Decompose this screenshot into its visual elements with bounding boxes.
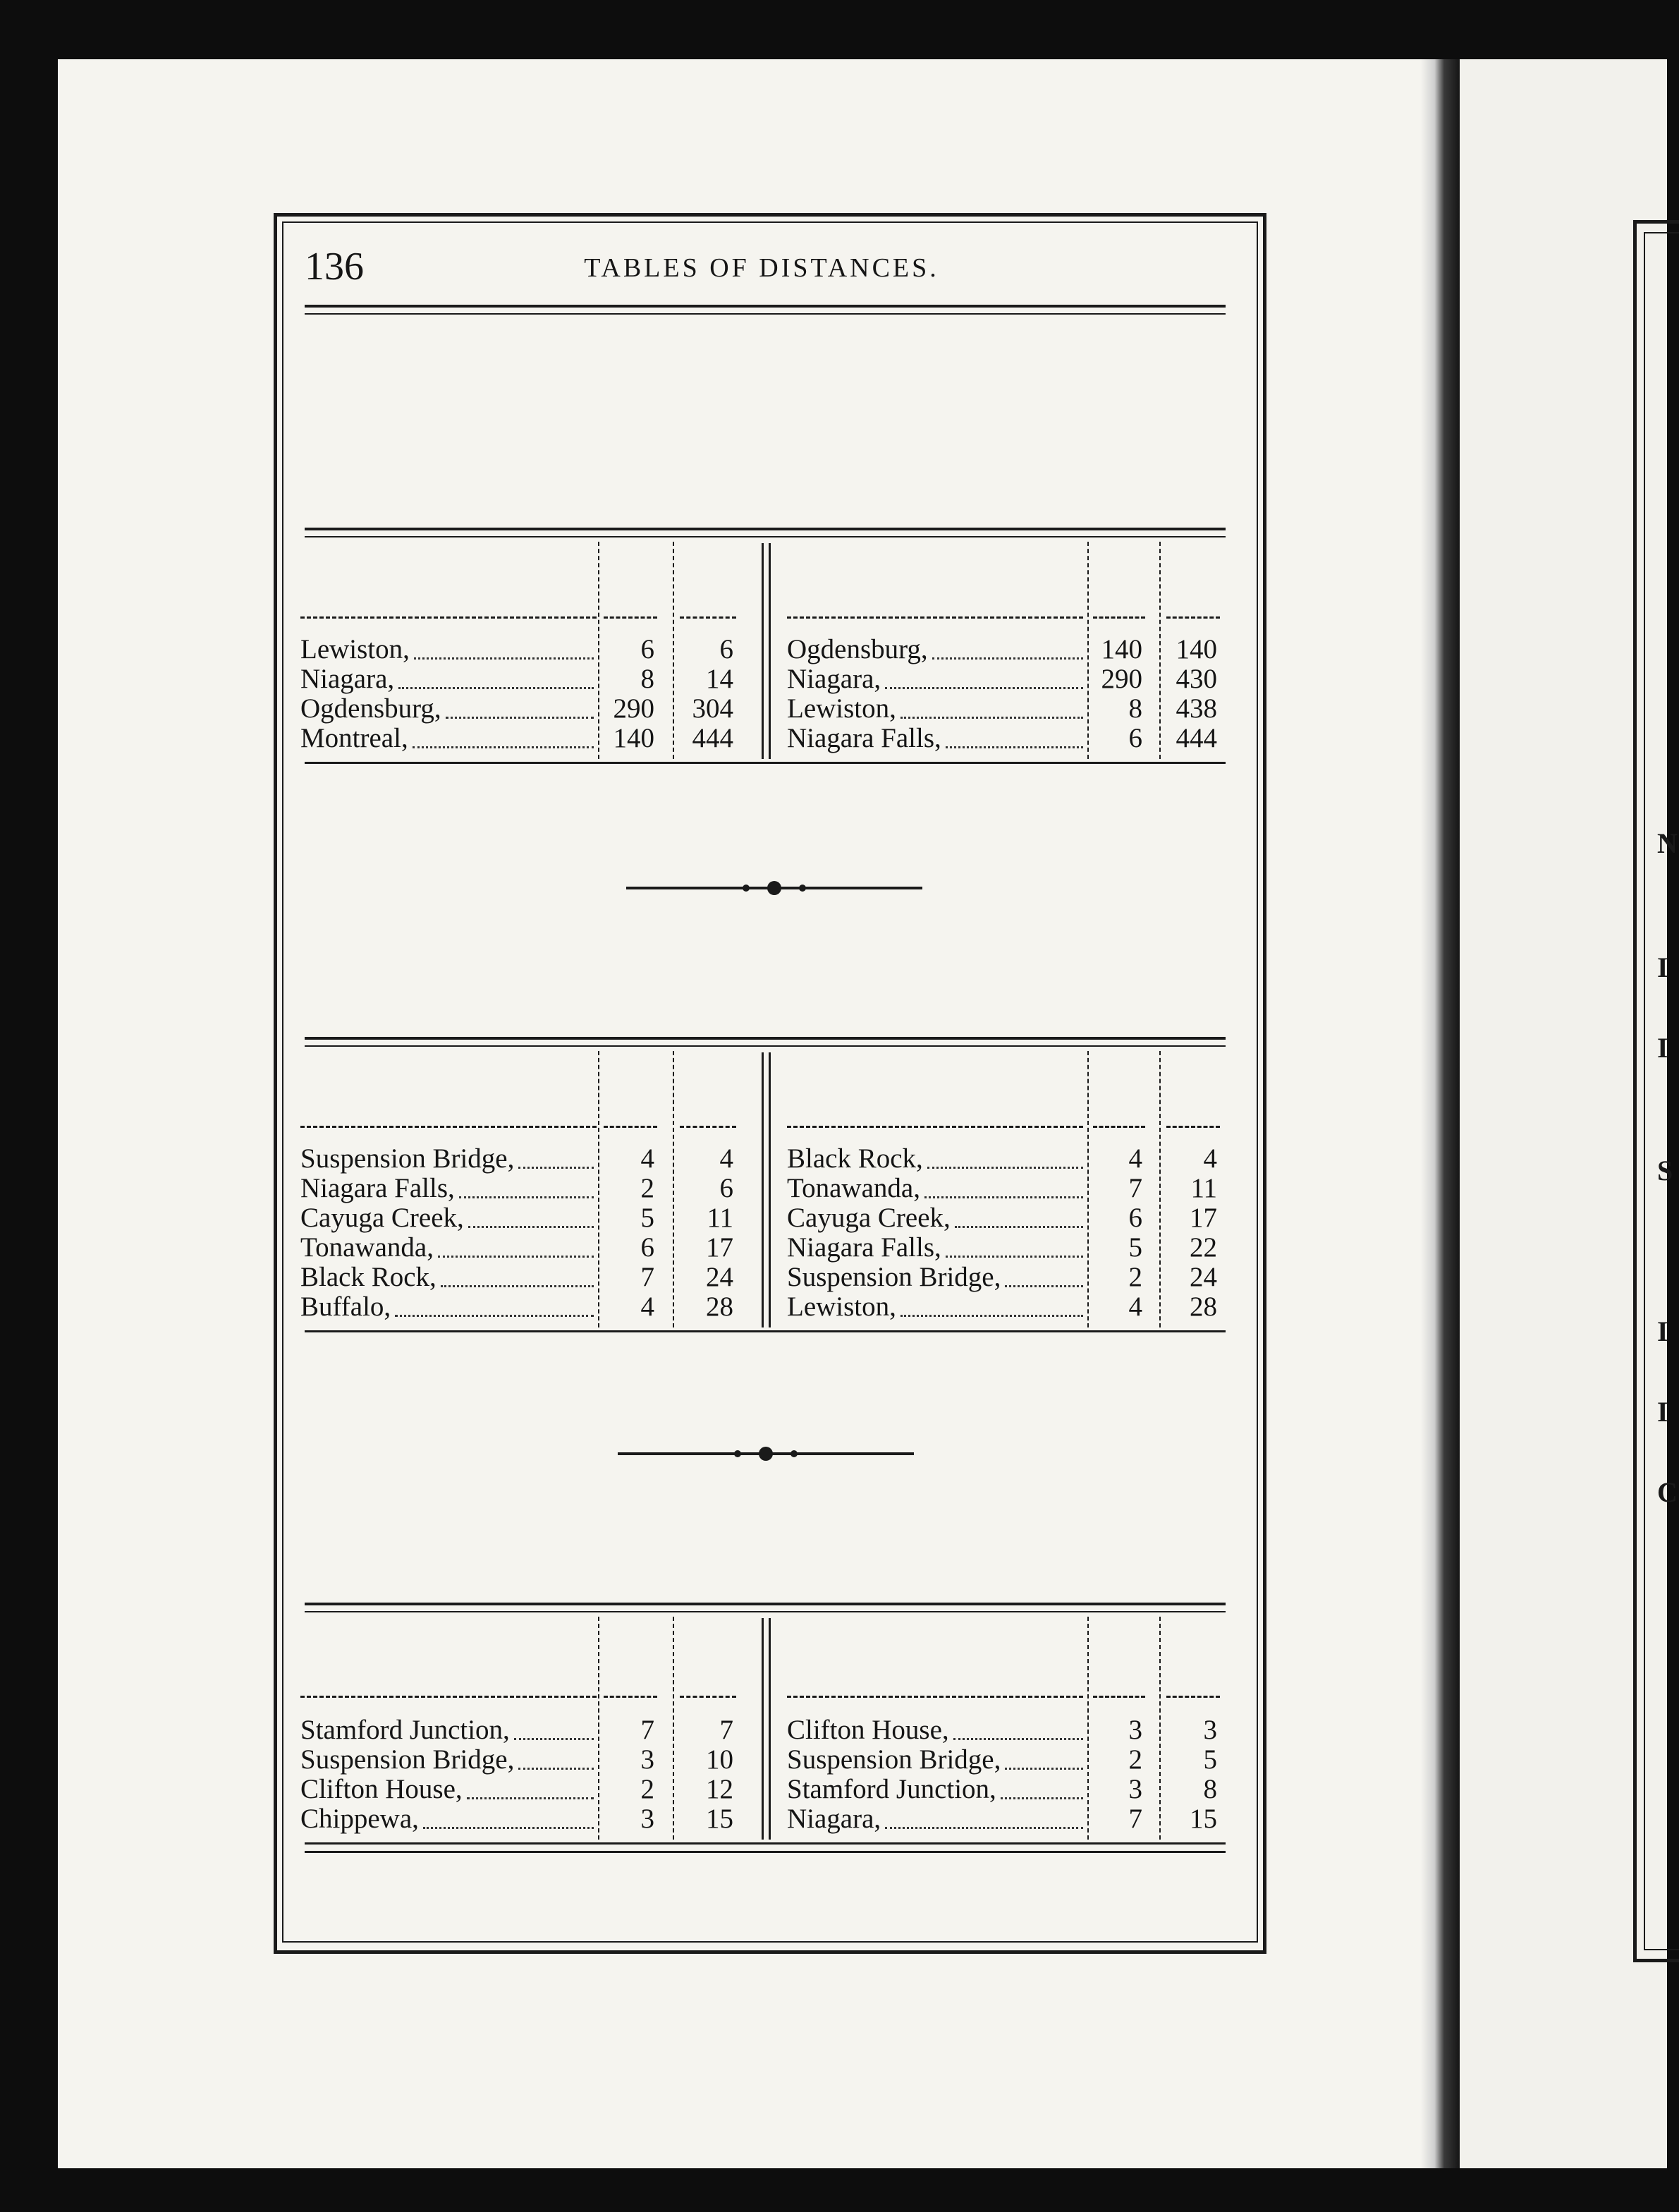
leader-dots [423,1827,594,1829]
intermediate-distance: 2 [640,1774,654,1804]
intermediate-distance: 7 [1128,1173,1142,1203]
column-divider [769,1618,771,1840]
place-name: Buffalo, [300,1292,391,1322]
table-bottom-rule [305,1330,1226,1332]
book-gutter [1421,59,1460,2168]
intermediate-distance: 2 [640,1173,654,1203]
table-bottom-rule [305,1842,1226,1845]
facing-page-letter: I [1657,952,1668,983]
header-underline [680,616,736,619]
column-divider [762,1618,764,1840]
total-distance: 4 [719,1143,733,1174]
leader-dots [518,1167,594,1169]
table-row [787,635,1227,664]
total-distance: 6 [719,634,733,664]
intermediate-distance: 290 [613,693,654,724]
table-row [300,1745,743,1775]
header-underline [1166,1126,1220,1128]
leader-dots [946,1256,1083,1258]
facing-page-letter: I [1657,1032,1668,1064]
table-row [300,694,743,724]
total-distance: 11 [1190,1173,1217,1203]
leader-dots [413,746,594,748]
intermediate-distance: 8 [640,664,654,694]
table-row [300,1263,743,1292]
leader-dots [946,746,1083,748]
table-top-rule [305,528,1226,537]
leader-dots [441,1285,594,1287]
place-name: Clifton House, [787,1715,949,1745]
total-distance: 444 [692,723,733,753]
place-name: Suspension Bridge, [300,1143,515,1174]
place-name: Stamford Junction, [787,1774,996,1804]
intermediate-distance: 140 [613,723,654,753]
facing-page-letter: N [1657,827,1678,859]
intermediate-distance: 4 [1128,1143,1142,1174]
total-distance: 24 [1190,1262,1217,1292]
table-row [787,1745,1227,1775]
place-name: Black Rock, [300,1262,436,1292]
place-name: Ogdensburg, [300,693,441,724]
total-distance: 5 [1203,1744,1217,1775]
place-name: Tonawanda, [300,1232,434,1263]
header-underline [604,1126,657,1128]
table-row [787,1144,1227,1174]
column-divider [762,1052,764,1327]
intermediate-distance: 3 [640,1804,654,1834]
total-distance: 430 [1176,664,1217,694]
place-name: Suspension Bridge, [300,1744,515,1775]
running-head: TABLES OF DISTANCES. [584,253,939,283]
header-underline [787,1696,1083,1698]
column-divider [769,543,771,759]
table-bottom-rule [305,762,1226,764]
intermediate-distance: 6 [640,634,654,664]
leader-dots [395,1315,594,1317]
place-name: Black Rock, [787,1143,923,1174]
table-row [787,1263,1227,1292]
table-row [300,1144,743,1174]
intermediate-distance: 3 [1128,1774,1142,1804]
table-top-rule [305,1603,1226,1612]
table-row [787,694,1227,724]
header-underline [1166,616,1220,619]
intermediate-distance: 3 [1128,1715,1142,1745]
leader-dots [446,717,594,719]
total-distance: 24 [706,1262,733,1292]
leader-dots [900,1315,1083,1317]
intermediate-distance: 4 [640,1292,654,1322]
ornament-divider [626,877,922,899]
leader-dots [953,1738,1083,1740]
header-underline [1093,616,1145,619]
header-underline [1166,1696,1220,1698]
leader-dots [459,1196,594,1198]
table-row [300,635,743,664]
place-name: Niagara, [787,1804,881,1834]
leader-dots [932,657,1083,660]
header-underline [680,1126,736,1128]
total-distance: 17 [1190,1203,1217,1233]
ornament-divider [618,1443,914,1464]
intermediate-distance: 2 [1128,1744,1142,1775]
leader-dots [1005,1285,1083,1287]
table-row [300,1804,743,1834]
header-underline [1093,1696,1145,1698]
header-underline [300,1696,597,1698]
total-distance: 444 [1176,723,1217,753]
leader-dots [924,1196,1083,1198]
header-underline [787,1126,1083,1128]
intermediate-distance: 2 [1128,1262,1142,1292]
place-name: Suspension Bridge, [787,1744,1001,1775]
facing-page-frame [1633,220,1679,1962]
total-distance: 3 [1203,1715,1217,1745]
header-underline [300,1126,597,1128]
total-distance: 6 [719,1173,733,1203]
leader-dots [438,1256,594,1258]
table-row [300,724,743,753]
total-distance: 4 [1203,1143,1217,1174]
table-row [300,664,743,694]
intermediate-distance: 6 [640,1232,654,1263]
table-row [300,1775,743,1804]
header-underline [300,616,597,619]
header-rule [305,305,1226,315]
place-name: Tonawanda, [787,1173,920,1203]
place-name: Montreal, [300,723,408,753]
header-underline [680,1696,736,1698]
intermediate-distance: 4 [640,1143,654,1174]
table-bottom-rule [305,1851,1226,1853]
facing-page-letter: I [1657,1396,1668,1428]
total-distance: 14 [706,664,733,694]
leader-dots [518,1768,594,1770]
intermediate-distance: 4 [1128,1292,1142,1322]
facing-page-letter: S [1657,1155,1673,1186]
intermediate-distance: 3 [640,1744,654,1775]
intermediate-distance: 290 [1101,664,1142,694]
intermediate-distance: 5 [640,1203,654,1233]
leader-dots [885,687,1083,689]
total-distance: 12 [706,1774,733,1804]
total-distance: 438 [1176,693,1217,724]
leader-dots [1001,1797,1083,1799]
table-row [787,1292,1227,1322]
place-name: Suspension Bridge, [787,1262,1001,1292]
intermediate-distance: 6 [1128,1203,1142,1233]
total-distance: 15 [706,1804,733,1834]
place-name: Cayuga Creek, [787,1203,951,1233]
table-row [300,1233,743,1263]
header-underline [604,616,657,619]
intermediate-distance: 8 [1128,693,1142,724]
leader-dots [927,1167,1083,1169]
total-distance: 7 [719,1715,733,1745]
table-row [787,664,1227,694]
place-name: Niagara Falls, [787,723,941,753]
table-row [787,1233,1227,1263]
table-row [300,1715,743,1745]
table-row [787,1174,1227,1203]
place-name: Lewiston, [787,693,896,724]
table-row [787,1203,1227,1233]
intermediate-distance: 7 [1128,1804,1142,1834]
table-row [300,1292,743,1322]
leader-dots [398,687,594,689]
column-divider [762,543,764,759]
total-distance: 140 [1176,634,1217,664]
table-row [300,1203,743,1233]
total-distance: 11 [707,1203,733,1233]
intermediate-distance: 6 [1128,723,1142,753]
intermediate-distance: 7 [640,1715,654,1745]
total-distance: 28 [1190,1292,1217,1322]
place-name: Cayuga Creek, [300,1203,464,1233]
table-row [787,1715,1227,1745]
total-distance: 28 [706,1292,733,1322]
table-top-rule [305,1037,1226,1047]
table-row [300,1174,743,1203]
total-distance: 304 [692,693,733,724]
header-underline [1093,1126,1145,1128]
table-row [787,1775,1227,1804]
place-name: Niagara, [787,664,881,694]
intermediate-distance: 140 [1101,634,1142,664]
leader-dots [955,1226,1083,1228]
place-name: Niagara Falls, [300,1173,455,1203]
leader-dots [885,1827,1083,1829]
leader-dots [900,717,1083,719]
total-distance: 8 [1203,1774,1217,1804]
place-name: Stamford Junction, [300,1715,510,1745]
column-divider [769,1052,771,1327]
place-name: Niagara, [300,664,395,694]
place-name: Niagara Falls, [787,1232,941,1263]
leader-dots [414,657,594,660]
place-name: Lewiston, [787,1292,896,1322]
leader-dots [514,1738,594,1740]
total-distance: 22 [1190,1232,1217,1263]
total-distance: 10 [706,1744,733,1775]
leader-dots [468,1226,594,1228]
header-underline [604,1696,657,1698]
leader-dots [467,1797,594,1799]
intermediate-distance: 5 [1128,1232,1142,1263]
facing-page-letter: I [1657,1315,1668,1347]
facing-page-letter: C [1657,1476,1678,1508]
page-number: 136 [305,245,364,288]
leader-dots [1005,1768,1083,1770]
table-row [787,1804,1227,1834]
header-underline [787,616,1083,619]
place-name: Ogdensburg, [787,634,928,664]
place-name: Lewiston, [300,634,410,664]
intermediate-distance: 7 [640,1262,654,1292]
place-name: Clifton House, [300,1774,463,1804]
place-name: Chippewa, [300,1804,419,1834]
total-distance: 17 [706,1232,733,1263]
total-distance: 15 [1190,1804,1217,1834]
table-row [787,724,1227,753]
